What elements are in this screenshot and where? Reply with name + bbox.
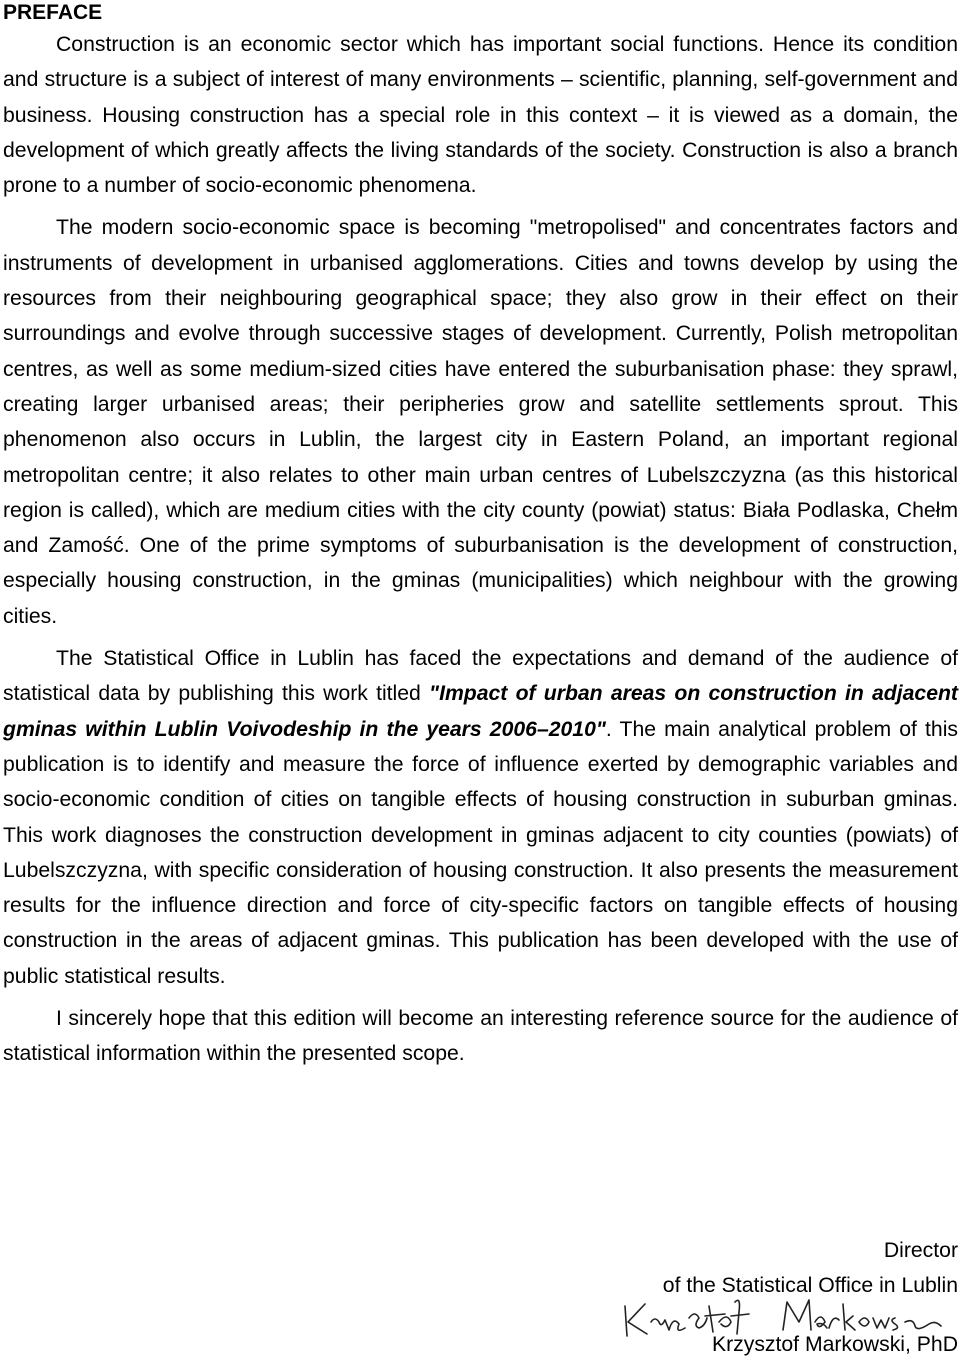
signatory-role: Director <box>883 1239 958 1262</box>
signatory-name: Krzysztof Markowski, PhD <box>711 1333 958 1356</box>
page-title: PREFACE <box>3 1 103 24</box>
paragraph-publication <box>3 641 958 994</box>
paragraph-closing: I sincerely hope that this edition will become an interesting reference source for the audience of statistical information within the presented scope. <box>3 1007 958 1066</box>
signatory-office: of the Statistical Office in Lublin <box>662 1274 958 1297</box>
document-page <box>3 0 958 1079</box>
paragraph-metropolisation: The modern socio-economic space is becoming "metropolised" and concentrates factors and instruments of development in urbanised agglomerations. Cities and towns develop by using the resources from their neighbouring geographical space; they also grow in their effect on their surroundings and evolve through successive stages of development. Currently, Polish metropolitan centres, as well as some medium-sized cities have entered the suburbanisation phase: they sprawl, creating larger urbanised areas; their peripheries grow and satellite settlements sprout. This phenomenon also occurs in Lublin, the largest city in Eastern Poland, an important regional metropolitan centre; it also relates to other main urban centres of Lubelszczyzna (as this historical region is called), which are medium cities with the city county (powiat) status: Biała Podlaska, Chełm and Zamość. One of the prime symptoms of suburbanisation is the development of construction, especially housing construction, in the gminas (municipalities) which neighbour with the growing cities. <box>3 216 958 628</box>
paragraph-text: . The main analytical problem of this publication is to identify and measure the force of influence exerted by demographic variables and socio-economic condition of cities on tangible effects of housing construction in suburban gminas. This work diagnoses the construction development in gminas adjacent to city counties (powiats) of Lubelszczyzna, with specific consideration of housing construction. It also presents the measurement results for the influence direction and force of city-specific factors on tangible effects of housing construction in the areas of adjacent gminas. This publication has been developed with the use of public statistical results. <box>3 717 958 988</box>
publication-title: "Impact of urban areas on construction in adjacent gminas within Lublin Voivodeship in the years 2006–2010" <box>3 682 958 741</box>
paragraph-construction-sector: Construction is an economic sector which has important social functions. Hence its condition and structure is a subject of interest of many environments – scientific, planning, self-government and business. Housing construction has a special role in this context – it is viewed as a domain, the development of which greatly affects the living standards of the society. Construction is also a branch prone to a number of socio-economic phenomena. <box>3 33 958 198</box>
paragraph-text: The Statistical Office in Lublin has faced the expectations and demand of the audience of statistical data by publishing this work titled <box>3 647 958 706</box>
